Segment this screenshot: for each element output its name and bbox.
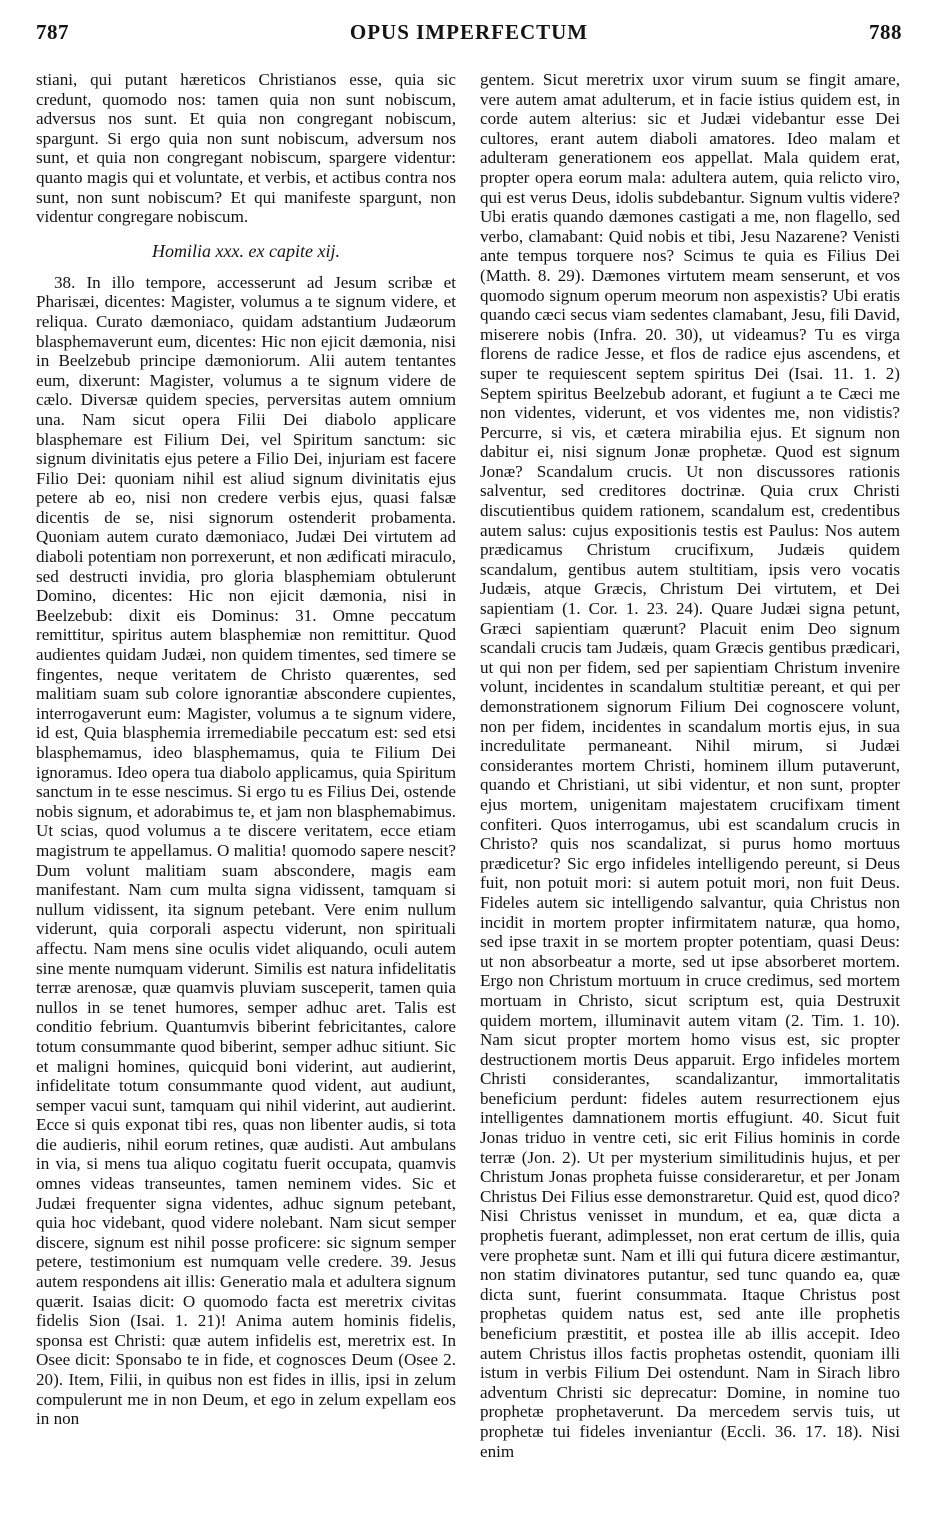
right-paragraph-1: gentem. Sicut meretrix uxor virum suum se fingit amare, vere autem amat adulterum, et in facie istius quidem est, in corde autem alterius: sic et Judæi videbantur esse Dei cultores, erant autem diaboli amatores. Ideo malam et adulteram generationem eos appellat. Mala quidem erat, propter opera eorum mala: adultera autem, quia relicto viro, qui est verus Deus, idolis subdebantur. Signum vultis videre? Ubi eratis quando dæmones castigati a me, non flagello, sed verbo, clamabant: Quid nobis et tibi, Jesu Nazarene? Venisti ante tempus torquere nos? Scimus te quia es Filius Dei (Matth. 8. 29). Dæmones virtutem meam senserunt, et vos quomodo signum operum meorum non aspexistis? Ubi eratis quando cæci secus viam sedentes clamabant, Jesu, fili David, miserere nobis (Infra. 20. 30), ut videamus? Tu es virga florens de radice Jesse, et flos de radice ejus ascendens, et super te requiescent septem spiritus Dei (Isai. 11. 1. 2) Septem spiritus Beelzebub adorant, et fugiunt a te Cæci me non videntes, viderunt, et vos videntes me, non vidistis? Percurre, si vis, et cætera mirabilia ejus. Et signum non dabitur ei, nisi signum Jonæ prophetæ. Quod est signum Jonæ? Scandalum crucis. Ut non discussores rationis salventur, sed creditores doctrinæ. Quia crux Christi discutientibus quidem rationem, scandalum est, credentibus autem salus: cujus expositionis testis est Paulus: Nos autem prædicamus Christum crucifixum, Judæis quidem scandalum, gentibus autem stultitiam, ipsis vero vocatis Judæis, atque Græcis, Christum Dei virtutem, et Dei sapientiam (1. Cor. 1. 23. 24). Quare Judæi signa petunt, Græci sapientiam quærunt? Placuit enim Deo signum scandali crucis tam Judæis, quam Græcis gentibus prædicari, ut qui non per fidem, sed per sapientiam Christum invenire volunt, incidentes in scandalum stultitiæ pereant, et qui per demonstrationem signorum Filium Dei cognoscere volunt, non per fidem, incidentes in scandalum mortis ejus, in sua incredulitate permaneant. Nihil mirum, si Judæi considerantes mortem Christi, hominem illum putaverunt, quando et Christiani, ut sibi videntur, et non sunt, propter ejus mortem, unigenitam majestatem crucifixam timent confiteri. Quos interrogamus, ubi est scandalum crucis in Christo? quis nos scandalizat, si purus homo mortuus prædicetur? Sic ergo infideles intelligendo pereunt, si Deus fuit, non potuit mori: si autem potuit mori, non fuit Deus. Fideles autem sic intelligendo salvantur, quia Christus non incidit in mortem propter infirmitatem naturæ, qua homo, sed ipse traxit in se mortem propter potentiam, quasi Deus: ut non absorbeatur a morte, sed ut ipse absorberet mortem. Ergo non Christum mortuum in cruce credimus, sed mortem mortuam in Christo, sicut scriptum est, quia Destruxit quidem mortem, illuminavit autem vitam (2. Tim. 1. 10). Nam sicut propter mortem homo visus est, sic propter destructionem mortis Deus apparuit. Ergo infideles mortem Christi considerantes, scandalizantur, immortalitatis beneficium perdunt: fideles autem resurrectionem ejus intelligentes damnationem mortis effugiunt. 40. Sicut fuit Jonas triduo in ventre ceti, sic erit Filius hominis in corde terræ (Jon. 2). Ut per mysterium similitudinis hujus, et per Christum Jonas propheta fuisse consideraretur, et per Jonam Christus Dei Filius esse demonstraretur. Quid est, quod dico? Nisi Christus venisset in mundum, et ea, quæ dicta a prophetis fuerant, adimplesset, non erat certum de illis, quia vere prophetæ sunt. Nam et illi qui futura dicere æstimantur, non statim divinatores putantur, sed tunc quando ea, quæ dicta sunt, fuerint consummata. Itaque Christus post prophetas quidem natus est, sed ante ille prophetis beneficium præstitit, et postea ille ab illis accepit. Ideo autem Christus illos factis prophetas ostendit, quoniam illi istum in verbis Filium Dei ostendunt. Nam in Sirach libro adventum Christi sic deprecatur: Domine, in nomine tuo prophetæ prophetaverunt. Da mercedem servis tuis, ut prophetæ tui fideles inveniantur (Eccli. 36. 17. 18). Nisi enim [480, 70, 900, 1461]
left-paragraph-2: 38. In illo tempore, accesserunt ad Jesum scribæ et Pharisæi, dicentes: Magister, volumus a te signum videre, et reliqua. Curato dæmoniaco, quidam adstantium Judæorum blasphemaverunt eum, dicentes: Hic non ejicit dæmonia, nisi in Beelzebub principe dæmoniorum. Alii autem tentantes eum, dixerunt: Magister, volumus a te signum videre de cælo. Diversæ quidem species, perversitas autem omnium una. Nam sicut opera Filii Dei diabolo applicare blasphemare est Filium Dei, vel Spiritum sanctum: sic signum divinitatis ejus petere a Filio Dei, injuriam est facere Filio Dei: quoniam nihil est aliud signum divinitatis ejus petere ab eo, nisi non credere verbis ejus, quasi falsæ dicentis de se, nisi signorum ostenderit probamenta. Quoniam autem curato dæmoniaco, Judæi Dei virtutem ad diaboli potentiam non porrexerunt, et non ædificati miraculo, sed destructi invidia, pro gloria blasphemiam obtulerunt Domino, dicentes: Hic non ejicit dæmonia, nisi in Beelzebub: dixit eis Dominus: 31. Omne peccatum remittitur, spiritus autem blasphemiæ non remittitur. Quod audientes quidam Judæi, non quidem timentes, sed timere se fingentes, neque veritatem de Christo quærentes, sed malitiam suam sub colore ignorantiæ abscondere cupientes, interrogaverunt eum: Magister, volumus a te signum videre, id est, Quia blasphemia irremediabile peccatum est: sed etsi blasphemamus, ideo blasphemamus, quia te Filium Dei ignoramus. Ideo opera tua diabolo applicamus, quia Spiritum sanctum in te esse nescimus. Si ergo tu es Filius Dei, ostende nobis signum, et adorabimus te, et jam non blasphemabimus. Ut scias, quod volumus a te discere veritatem, ecce etiam magistrum te appellamus. O malitia! quomodo sapere nescit? Dum volunt malitiam suam abscondere, magis eam manifestant. Nam cum multa signa vidissent, tamquam si nullum vidissent, ita signum petebant. Vere enim nullum viderunt, quia corporali aspectu viderunt, non spirituali affectu. Nam mens sine oculis videt aliquando, oculi autem sine mente numquam viderunt. Similis est natura infidelitatis terræ arenosæ, quæ quamvis pluviam susceperit, tamen quia nullos in se tenet humores, semper adhuc aret. Talis est conditio febrium. Quantumvis biberint febricitantes, calore totum consummante quod biberint, semper adhuc sitiunt. Sic et maligni homines, quicquid boni viderint, aut audierint, infidelitate totum consummante quod vident, aut audiunt, semper vacui sunt, tamquam qui nihil viderint, aut audierint. Ecce si quis exponat tibi res, quas non libenter audis, si tota die audieris, nihil eorum retines, quæ audisti. Aut ambulans in via, si mens tua aliquo cogitatu fuerit occupata, quamvis omnes videas transeuntes, tamen neminem vides. Sic et Judæi frequenter signa videntes, adhuc signum petebant, quia hoc videbant, quod videre nolebant. Nam sicut semper discere, signum est nihil posse proficere: sic signum semper petere, testimonium est numquam velle credere. 39. Jesus autem respondens ait illis: Generatio mala et adultera signum quærit. Isaias dicit: O quomodo facta est meretrix civitas fidelis Sion (Isai. 1. 21)! Anima autem hominis fidelis, sponsa est Christi: quæ autem infidelis est, meretrix est. In Osee dicit: Sponsabo te in fide, et cognosces Deum (Osee 2. 20). Item, Filii, in quibus non est fides in illis, ipsi in zelum compulerunt me in non Deum, et ego in zelum expellam eos in non [36, 272, 456, 1429]
left-paragraph-1: stiani, qui putant hæreticos Christianos esse, quia sic credunt, quomodo nos: tamen quia non sunt nobiscum, adversus nos sunt. Et quia non congregant nobiscum, spargunt. Si ergo quia non sunt nobiscum, adversum nos sunt, et quia non congregant nobiscum, spargere videntur: quanto magis qui et voluntate, et verbis, et actibus contra nos sunt, non sunt nobiscum? Et qui manifeste spargunt, non videntur congregare nobiscum. [36, 70, 456, 227]
page-header [36, 14, 902, 54]
right-text-column [480, 70, 900, 1520]
left-page-number: 787 [36, 20, 69, 44]
right-page-number: 788 [869, 20, 902, 44]
running-title: OPUS IMPERFECTUM [349, 20, 589, 44]
left-text-column [36, 70, 456, 1520]
homily-heading: Homilia xxx. ex capite xij. [152, 240, 340, 261]
